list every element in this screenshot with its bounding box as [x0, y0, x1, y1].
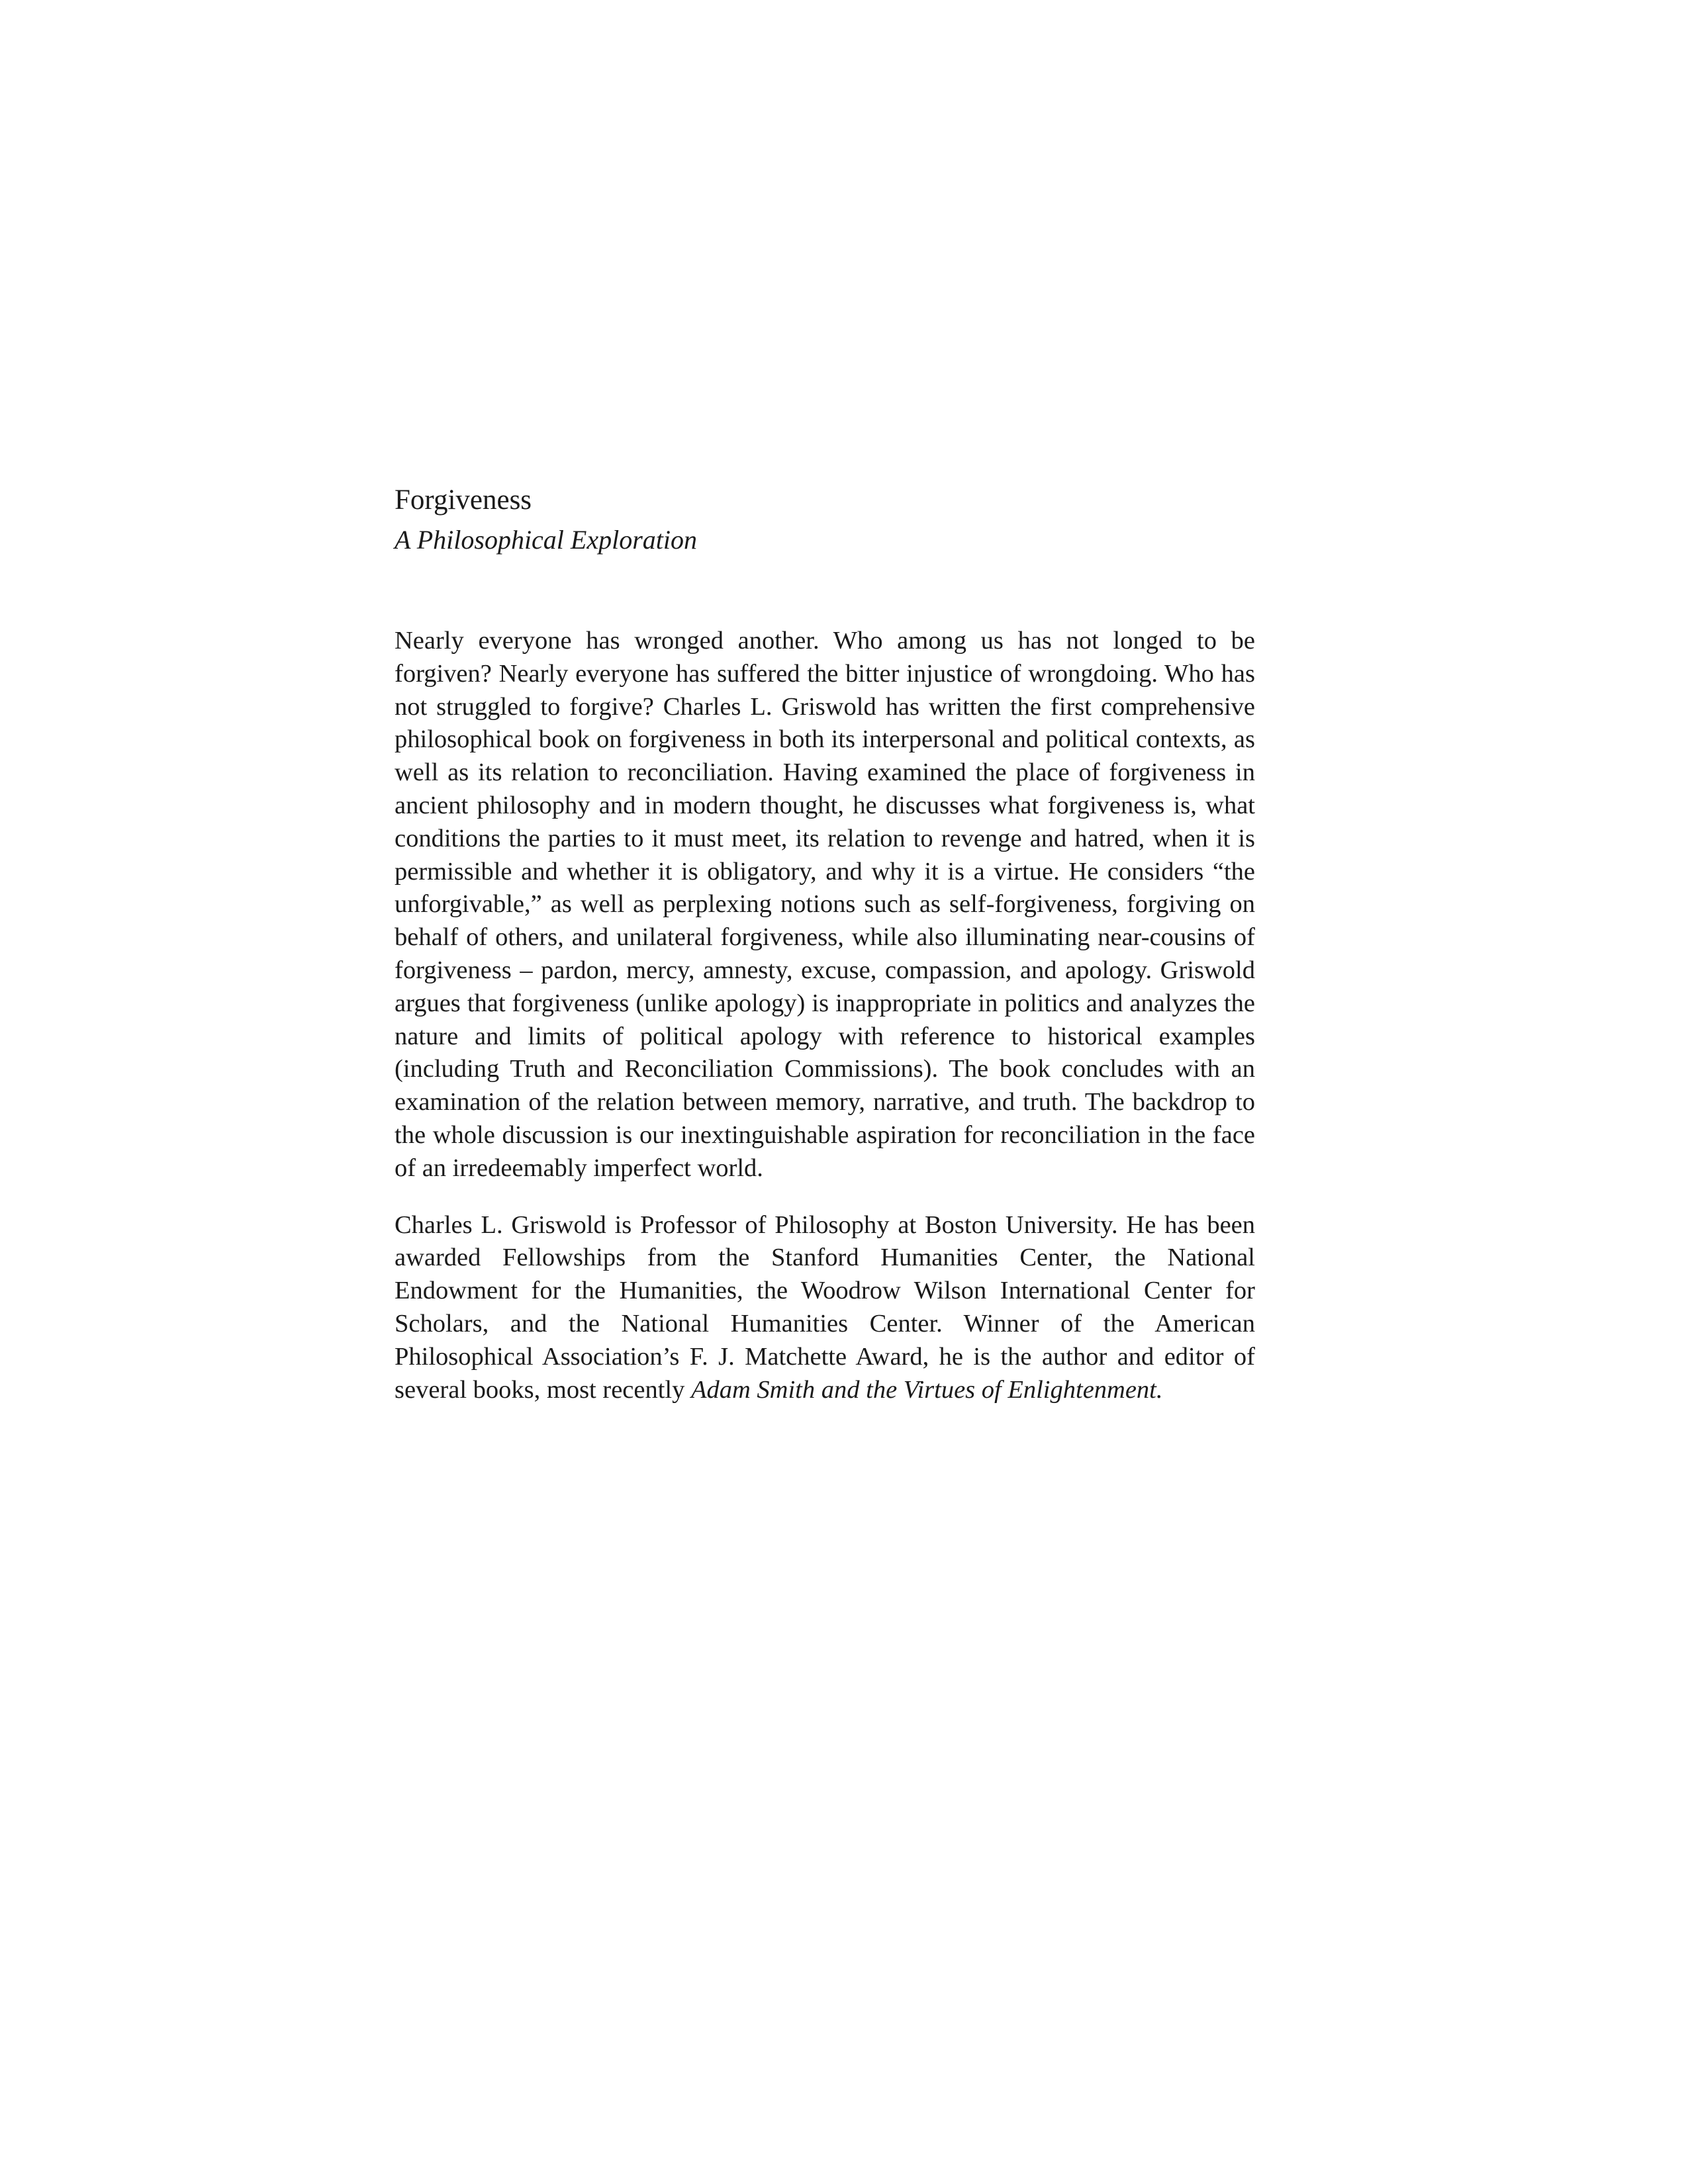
book-description: Nearly everyone has wronged another. Who among us has not longed to be forgiven? Nearly everyone has suffered the bitter injustice of wrongdoing. Who has not struggled to forgive? Charles L. Griswold has written the first comprehensive philosophical book on forgiveness in both its interpersonal and political contexts, as well as its relation to reconciliation. Having examined the place of forgiveness in ancient philosophy and in modern thought, he discusses what forgiveness is, what conditions the parties to it must meet, its relation to revenge and hatred, when it is permissible and whether it is obligatory, and why it is a virtue. He considers “the unforgivable,” as well as perplexing notions such as self-forgiveness, forgiving on behalf of others, and unilateral forgiveness, while also illuminating near-cousins of forgiveness – pardon, mercy, amnesty, excuse, compassion, and apology. Griswold argues that forgiveness (unlike apology) is inappropriate in politics and analyzes the nature and limits of political apology with reference to historical examples (including Truth and Reconciliation Commissions). The book concludes with an examination of the relation between memory, narrative, and truth. The backdrop to the whole discussion is our inextinguishable aspiration for reconciliation in the face of an irredeemably imperfect world.	[395, 627, 1255, 1182]
book-subtitle: A Philosophical Exploration	[395, 525, 698, 555]
author-bio	[395, 1209, 1255, 1407]
book-title: Forgiveness	[395, 484, 532, 516]
text-block	[395, 480, 1255, 1406]
recent-book-title: Adam Smith and the Virtues of Enlightenment	[690, 1375, 1156, 1404]
bio-end-punct: .	[1156, 1375, 1163, 1404]
author-bio-text: Charles L. Griswold is Professor of Philosophy at Boston University. He has been awarded Fellowships from the Stanford Humanities Center, the National Endowment for the Humanities, the Woodrow Wilson International Center for Scholars, and the National Humanities Center. Winner of the American Philosophical Association’s F. J. Matchette Award, he is the author and editor of several books, most recently	[395, 1210, 1255, 1404]
